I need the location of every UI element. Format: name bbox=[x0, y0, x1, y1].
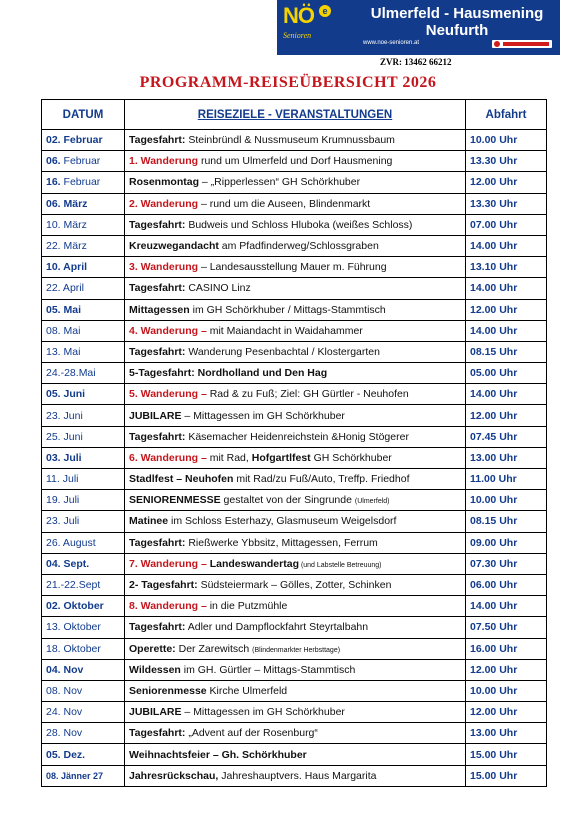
date-text: 21.-22.Sept bbox=[46, 579, 101, 592]
noe-senioren-logo bbox=[283, 3, 331, 49]
date-text: 13. Oktober bbox=[46, 621, 101, 634]
date-bold: 05. Juni bbox=[46, 388, 86, 401]
event-text: in die Putzmühle bbox=[206, 600, 288, 613]
event-text: Der Zarewitsch bbox=[175, 642, 253, 655]
departure-time-cell: 09.00 Uhr bbox=[466, 532, 547, 553]
event-text: JUBILARE bbox=[129, 706, 182, 719]
date-text: 11. Juli bbox=[46, 473, 79, 486]
table-row bbox=[42, 574, 547, 595]
date-cell bbox=[42, 617, 125, 638]
table-row bbox=[42, 172, 547, 193]
date-cell bbox=[42, 235, 125, 256]
table-row bbox=[42, 490, 547, 511]
date-text: 28. Nov bbox=[46, 727, 83, 740]
event-text: Rosenmontag bbox=[129, 176, 200, 189]
event-text: mit Rad, bbox=[206, 451, 252, 464]
date-bold: 03. Juli bbox=[46, 451, 82, 464]
event-text: (Blindenmarkter Herbsttage) bbox=[252, 646, 341, 654]
departure-time-cell: 14.00 Uhr bbox=[466, 278, 547, 299]
event-text: Tagesfahrt: bbox=[129, 621, 186, 634]
departure-time-cell: 16.00 Uhr bbox=[466, 638, 547, 659]
event-cell bbox=[125, 363, 466, 384]
event-cell bbox=[125, 278, 466, 299]
date-cell bbox=[42, 490, 125, 511]
zvr-number: ZVR: 13462 66212 bbox=[380, 57, 452, 67]
date-text: 22. März bbox=[46, 240, 87, 253]
departure-time-cell: 10.00 Uhr bbox=[466, 130, 547, 151]
table-row bbox=[42, 405, 547, 426]
logo-text: NÖ bbox=[283, 3, 314, 28]
event-text: (Ulmerfeld) bbox=[354, 498, 390, 506]
date-text: 18. Oktober bbox=[46, 642, 101, 655]
date-text: 23. Juli bbox=[46, 515, 80, 528]
event-text: Südsteiermark – Gölles, Zotter, Schinken bbox=[197, 579, 392, 592]
table-row bbox=[42, 384, 547, 405]
event-cell bbox=[125, 193, 466, 214]
header-banner bbox=[277, 0, 560, 55]
event-text: 5-Tagesfahrt: Nordholland und Den Hag bbox=[129, 367, 328, 380]
event-cell bbox=[125, 426, 466, 447]
date-bold: 02. Februar bbox=[46, 134, 103, 147]
table-row bbox=[42, 341, 547, 362]
table-row bbox=[42, 363, 547, 384]
event-text: Stadlfest – Neuhofen bbox=[129, 473, 234, 486]
event-text: (und Labstelle Betreuung) bbox=[299, 561, 382, 569]
event-text: im GH. Gürtler – Mittags-Stammtisch bbox=[180, 663, 356, 676]
date-cell bbox=[42, 680, 125, 701]
date-cell bbox=[42, 702, 125, 723]
event-text: Budweis und Schloss Hluboka (weißes Schloss) bbox=[185, 218, 413, 231]
event-text: Tagesfahrt: bbox=[129, 218, 186, 231]
departure-time-cell: 07.30 Uhr bbox=[466, 553, 547, 574]
logo-subtitle: Senioren bbox=[283, 31, 312, 40]
table-row bbox=[42, 299, 547, 320]
table-row bbox=[42, 744, 547, 765]
event-text: CASINO Linz bbox=[185, 282, 251, 295]
event-cell bbox=[125, 151, 466, 172]
departure-time-cell: 12.00 Uhr bbox=[466, 299, 547, 320]
event-text: Jahresrückschau, bbox=[129, 769, 219, 782]
date-cell bbox=[42, 447, 125, 468]
date-cell bbox=[42, 744, 125, 765]
date-bold: 02. Oktober bbox=[46, 600, 104, 613]
table-row bbox=[42, 278, 547, 299]
event-text: Seniorenmesse bbox=[129, 684, 207, 697]
event-cell bbox=[125, 511, 466, 532]
table-row bbox=[42, 151, 547, 172]
event-cell bbox=[125, 532, 466, 553]
event-text: Kirche Ulmerfeld bbox=[206, 684, 288, 697]
event-cell bbox=[125, 130, 466, 151]
logo-circle: e bbox=[319, 5, 331, 17]
table-row bbox=[42, 214, 547, 235]
column-header-reiseziele: REISEZIELE - VERANSTALTUNGEN bbox=[125, 100, 466, 130]
event-cell bbox=[125, 447, 466, 468]
event-text: Tagesfahrt: bbox=[129, 134, 186, 147]
event-text: Tagesfahrt: bbox=[129, 282, 186, 295]
event-cell bbox=[125, 680, 466, 701]
date-bold: 06. März bbox=[46, 197, 88, 210]
date-text: 24. Nov bbox=[46, 706, 83, 719]
event-text: Tagesfahrt: bbox=[129, 536, 186, 549]
date-text: 22. April bbox=[46, 282, 84, 295]
date-bold: 06. bbox=[46, 155, 61, 168]
date-text: 19. Juli bbox=[46, 494, 80, 507]
date-text: 13. Mai bbox=[46, 345, 81, 358]
date-cell bbox=[42, 532, 125, 553]
date-cell bbox=[42, 659, 125, 680]
event-text: mit Maiandacht in Waidahammer bbox=[206, 324, 363, 337]
event-text: Weihnachtsfeier – Gh. Schörkhuber bbox=[129, 748, 307, 761]
event-text: – Mittagessen im GH Schörkhuber bbox=[181, 409, 345, 422]
event-text: Mittagessen bbox=[129, 303, 190, 316]
event-text: „Advent auf der Rosenburg“ bbox=[185, 727, 318, 740]
date-cell bbox=[42, 214, 125, 235]
event-cell bbox=[125, 765, 466, 786]
departure-time-cell: 11.00 Uhr bbox=[466, 469, 547, 490]
column-header-datum: DATUM bbox=[42, 100, 125, 130]
event-text: im Schloss Esterhazy, Glasmuseum Weigelsdorf bbox=[168, 515, 397, 528]
event-text: Landeswandertag bbox=[206, 557, 299, 570]
event-text: Operette: bbox=[129, 642, 176, 655]
departure-time-cell: 10.00 Uhr bbox=[466, 490, 547, 511]
table-row bbox=[42, 193, 547, 214]
event-text: 3. Wanderung bbox=[129, 261, 199, 274]
departure-time-cell: 07.00 Uhr bbox=[466, 214, 547, 235]
event-text: 2. Wanderung bbox=[129, 197, 199, 210]
banner-title-line2: Neufurth bbox=[425, 22, 489, 39]
departure-time-cell: 14.00 Uhr bbox=[466, 235, 547, 256]
banner-url: www.noe-senioren.at bbox=[363, 40, 420, 46]
event-text: Kreuzwegandacht bbox=[129, 240, 219, 253]
event-cell bbox=[125, 638, 466, 659]
date-bold: 16. bbox=[46, 176, 61, 189]
event-text: Käsemacher Heidenreichstein &Honig Stögerer bbox=[185, 430, 409, 443]
table-row bbox=[42, 511, 547, 532]
event-cell bbox=[125, 257, 466, 278]
departure-time-cell: 12.00 Uhr bbox=[466, 405, 547, 426]
event-text: SENIORENMESSE bbox=[129, 494, 221, 507]
event-text: Rad & zu Fuß; Ziel: GH Gürtler - Neuhofen bbox=[206, 388, 409, 401]
date-cell bbox=[42, 723, 125, 744]
event-cell bbox=[125, 617, 466, 638]
table-row bbox=[42, 447, 547, 468]
date-text: 08. Nov bbox=[46, 684, 83, 697]
event-cell bbox=[125, 214, 466, 235]
event-text: Matinee bbox=[129, 515, 169, 528]
table-row bbox=[42, 723, 547, 744]
event-text: Tagesfahrt: bbox=[129, 727, 186, 740]
column-header-abfahrt: Abfahrt bbox=[466, 100, 547, 130]
departure-time-cell: 13.30 Uhr bbox=[466, 193, 547, 214]
table-row bbox=[42, 553, 547, 574]
departure-time-cell: 13.00 Uhr bbox=[466, 447, 547, 468]
departure-time-cell: 12.00 Uhr bbox=[466, 172, 547, 193]
date-cell bbox=[42, 130, 125, 151]
event-cell bbox=[125, 596, 466, 617]
event-text: Wildessen bbox=[129, 663, 181, 676]
event-text: Hofgartlfest bbox=[251, 451, 311, 464]
event-cell bbox=[125, 659, 466, 680]
table-row bbox=[42, 235, 547, 256]
date-text: 10. März bbox=[46, 218, 87, 231]
departure-time-cell: 13.10 Uhr bbox=[466, 257, 547, 278]
table-row bbox=[42, 702, 547, 723]
event-text: Adler und Dampflockfahrt Steyrtalbahn bbox=[185, 621, 369, 634]
date-text: Februar bbox=[60, 155, 101, 168]
table-row bbox=[42, 257, 547, 278]
departure-time-cell: 14.00 Uhr bbox=[466, 596, 547, 617]
table-header-row bbox=[42, 100, 547, 130]
date-text: 08. Mai bbox=[46, 324, 81, 337]
event-text: 1. Wanderung bbox=[129, 155, 199, 168]
date-bold: 05. Mai bbox=[46, 303, 82, 316]
date-text: 24.-28.Mai bbox=[46, 367, 96, 380]
departure-time-cell: 15.00 Uhr bbox=[466, 765, 547, 786]
date-text: Februar bbox=[60, 176, 101, 189]
flag-icon bbox=[492, 40, 552, 48]
date-cell bbox=[42, 638, 125, 659]
date-cell bbox=[42, 574, 125, 595]
date-cell bbox=[42, 405, 125, 426]
departure-time-cell: 15.00 Uhr bbox=[466, 744, 547, 765]
date-cell bbox=[42, 257, 125, 278]
date-text: 26. August bbox=[46, 536, 96, 549]
event-cell bbox=[125, 405, 466, 426]
event-text: Rießwerke Ybbsitz, Mittagessen, Ferrum bbox=[185, 536, 378, 549]
date-bold: 08. Jänner 27 bbox=[46, 770, 104, 781]
date-text: 25. Juni bbox=[46, 430, 83, 443]
event-cell bbox=[125, 723, 466, 744]
event-text: Jahreshauptvers. Haus Margarita bbox=[218, 769, 377, 782]
event-cell bbox=[125, 574, 466, 595]
event-text: GH Schörkhuber bbox=[310, 451, 392, 464]
date-bold: 04. Sept. bbox=[46, 557, 90, 570]
departure-time-cell: 13.00 Uhr bbox=[466, 723, 547, 744]
event-cell bbox=[125, 299, 466, 320]
table-row bbox=[42, 426, 547, 447]
departure-time-cell: 14.00 Uhr bbox=[466, 384, 547, 405]
table-row bbox=[42, 680, 547, 701]
date-bold: 10. April bbox=[46, 261, 88, 274]
date-cell bbox=[42, 765, 125, 786]
event-text: 5. Wanderung – bbox=[129, 388, 207, 401]
event-text: Tagesfahrt: bbox=[129, 345, 186, 358]
event-text: mit Rad/zu Fuß/Auto, Treffp. Friedhof bbox=[233, 473, 410, 486]
page-title: PROGRAMM-REISEÜBERSICHT 2026 bbox=[139, 74, 437, 91]
event-text: – „Ripperlessen“ GH Schörkhuber bbox=[199, 176, 361, 189]
event-text: 4. Wanderung – bbox=[129, 324, 207, 337]
table-row bbox=[42, 638, 547, 659]
date-cell bbox=[42, 426, 125, 447]
event-cell bbox=[125, 744, 466, 765]
table-row bbox=[42, 765, 547, 786]
departure-time-cell: 10.00 Uhr bbox=[466, 680, 547, 701]
event-text: am Pfadfinderweg/Schlossgraben bbox=[218, 240, 379, 253]
table-row bbox=[42, 659, 547, 680]
event-cell bbox=[125, 469, 466, 490]
banner-title-line1: Ulmerfeld - Hausmening bbox=[370, 5, 544, 22]
departure-time-cell: 13.30 Uhr bbox=[466, 151, 547, 172]
table-row bbox=[42, 617, 547, 638]
departure-time-cell: 06.00 Uhr bbox=[466, 574, 547, 595]
table-row bbox=[42, 320, 547, 341]
table-row bbox=[42, 596, 547, 617]
date-cell bbox=[42, 278, 125, 299]
event-cell bbox=[125, 341, 466, 362]
departure-time-cell: 07.45 Uhr bbox=[466, 426, 547, 447]
event-cell bbox=[125, 172, 466, 193]
event-text: 6. Wanderung – bbox=[129, 451, 207, 464]
table-row bbox=[42, 130, 547, 151]
date-cell bbox=[42, 299, 125, 320]
date-cell bbox=[42, 511, 125, 532]
departure-time-cell: 05.00 Uhr bbox=[466, 363, 547, 384]
event-cell bbox=[125, 490, 466, 511]
event-text: JUBILARE bbox=[129, 409, 182, 422]
event-text: 7. Wanderung – bbox=[129, 557, 207, 570]
departure-time-cell: 07.50 Uhr bbox=[466, 617, 547, 638]
date-text: 23. Juni bbox=[46, 409, 83, 422]
date-cell bbox=[42, 469, 125, 490]
event-cell bbox=[125, 320, 466, 341]
departure-time-cell: 08.15 Uhr bbox=[466, 511, 547, 532]
table-row bbox=[42, 469, 547, 490]
date-cell bbox=[42, 553, 125, 574]
date-bold: 05. Dez. bbox=[46, 748, 86, 761]
event-text: 8. Wanderung – bbox=[129, 600, 207, 613]
date-cell bbox=[42, 320, 125, 341]
table-body bbox=[42, 130, 547, 787]
event-text: – Landesausstellung Mauer m. Führung bbox=[198, 261, 387, 274]
date-bold: 04. Nov bbox=[46, 663, 84, 676]
date-cell bbox=[42, 151, 125, 172]
program-table bbox=[41, 99, 547, 787]
date-cell bbox=[42, 596, 125, 617]
event-cell bbox=[125, 235, 466, 256]
date-cell bbox=[42, 341, 125, 362]
table-row bbox=[42, 532, 547, 553]
event-text: Wanderung Pesenbachtal / Klostergarten bbox=[185, 345, 380, 358]
date-cell bbox=[42, 363, 125, 384]
date-cell bbox=[42, 384, 125, 405]
event-cell bbox=[125, 553, 466, 574]
event-text: rund um Ulmerfeld und Dorf Hausmening bbox=[198, 155, 393, 168]
event-text: – rund um die Auseen, Blindenmarkt bbox=[198, 197, 371, 210]
departure-time-cell: 08.15 Uhr bbox=[466, 341, 547, 362]
event-text: – Mittagessen im GH Schörkhuber bbox=[181, 706, 345, 719]
event-cell bbox=[125, 384, 466, 405]
departure-time-cell: 14.00 Uhr bbox=[466, 320, 547, 341]
departure-time-cell: 12.00 Uhr bbox=[466, 702, 547, 723]
event-cell bbox=[125, 702, 466, 723]
date-cell bbox=[42, 172, 125, 193]
event-text: im GH Schörkhuber / Mittags-Stammtisch bbox=[189, 303, 386, 316]
departure-time-cell: 12.00 Uhr bbox=[466, 659, 547, 680]
banner-title bbox=[357, 5, 557, 39]
event-text: 2- Tagesfahrt: bbox=[129, 579, 198, 592]
event-text: Steinbründl & Nussmuseum Krumnussbaum bbox=[185, 134, 395, 147]
event-text: gestaltet von der Singrunde bbox=[220, 494, 355, 507]
date-cell bbox=[42, 193, 125, 214]
event-text: Tagesfahrt: bbox=[129, 430, 186, 443]
